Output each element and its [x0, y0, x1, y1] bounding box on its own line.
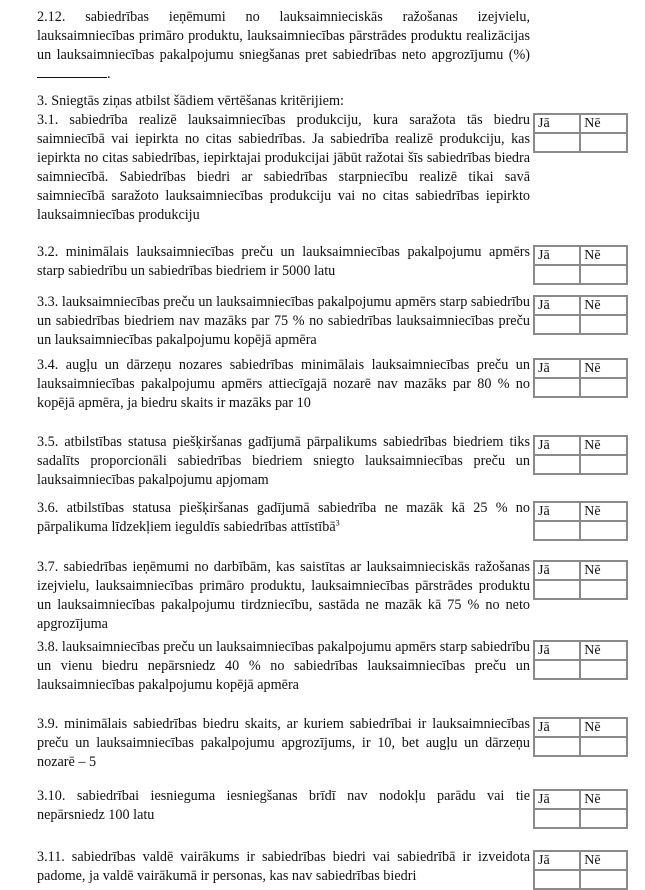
answer-box-1	[533, 113, 628, 153]
yes-label: Jā	[534, 296, 580, 315]
criterion-text: 3.8. lauksaimniecības preču un lauksaimniecības pakalpojumu apmērs starp sabiedrību un vienu biedru nepārsniedz 40 % no sabiedrības lauksaimniecības preču un lauksaimniecības pakalpojumu kopējā apmēra	[37, 639, 530, 693]
criterion-text: 3.5. atbilstības statusa piešķiršanas gadījumā pārpalikums sabiedrības biedriem tiks sadalīts proporcionāli sabiedrības biedriem sniegto lauksaimniecības preču un lauksaimniecības pakalpojumu apjomam	[37, 434, 530, 488]
no-checkbox-cell[interactable]	[580, 660, 627, 679]
no-label: Nē	[580, 114, 627, 133]
criterion-text-wrap	[37, 787, 530, 825]
yes-checkbox-cell[interactable]	[534, 315, 580, 334]
criterion-text-block	[37, 293, 530, 350]
no-label: Nē	[580, 296, 627, 315]
yes-label: Jā	[534, 790, 580, 809]
answer-box-7	[533, 560, 628, 600]
yes-checkbox-cell[interactable]	[534, 133, 580, 152]
criterion-11	[37, 848, 645, 890]
criterion-text-wrap	[37, 848, 530, 886]
no-label: Nē	[580, 561, 627, 580]
answer-box-11	[533, 850, 628, 890]
criterion-9	[37, 715, 645, 772]
answer-box-4	[533, 358, 628, 398]
yes-label: Jā	[534, 436, 580, 455]
criterion-text: 3.10. sabiedrībai iesnieguma iesniegšanas brīdī nav nodokļu parādu vai tie nepārsniedz 100 latu	[37, 788, 530, 823]
criterion-text-block	[37, 715, 530, 772]
yes-label: Jā	[534, 246, 580, 265]
answer-box-8	[533, 640, 628, 680]
section-3-heading: 3. Sniegtās ziņas atbilst šādiem vērtēšanas kritērijiem:	[37, 93, 344, 109]
criteria-list	[0, 111, 645, 890]
criterion-text-wrap	[37, 111, 530, 225]
yes-label: Jā	[534, 502, 580, 521]
no-label: Nē	[580, 718, 627, 737]
criterion-text-block	[37, 638, 530, 695]
no-label: Nē	[580, 359, 627, 378]
criterion-text-block	[37, 243, 530, 281]
answer-box-6	[533, 501, 628, 541]
answer-box-9	[533, 717, 628, 757]
answer-box-10	[533, 789, 628, 829]
criterion-text-wrap	[37, 499, 530, 537]
criterion-text: 3.2. minimālais lauksaimniecības preču un lauksaimniecības pakalpojumu apmērs starp sabiedrību un sabiedrības biedriem ir 5000 latu	[37, 244, 530, 279]
yes-label: Jā	[534, 718, 580, 737]
no-label: Nē	[580, 502, 627, 521]
criterion-text: 3.3. lauksaimniecības preču un lauksaimniecības pakalpojumu apmērs starp sabiedrību un sabiedrības biedriem nav mazāks par 75 % no sabiedrības lauksaimniecības preču un lauksaimniecības pakalpojumu kopējā apmēra	[37, 294, 530, 348]
yes-label: Jā	[534, 561, 580, 580]
criterion-1	[37, 111, 645, 225]
criterion-text-block	[37, 433, 530, 490]
no-checkbox-cell[interactable]	[580, 315, 627, 334]
no-checkbox-cell[interactable]	[580, 737, 627, 756]
no-label: Nē	[580, 641, 627, 660]
yes-label: Jā	[534, 114, 580, 133]
criterion-text: 3.1. sabiedrība realizē lauksaimniecības produkciju, kura saražota tās biedru saimniecībā vai iepirkta no citas sabiedrības. Ja sabiedrība realizē produkciju, kas iepirkta no citas sabiedrības, iepirktajai produkcijai jābūt ražotai šīs sabiedrības biedra saimniecībā. Sabiedrības biedri ar sabiedrības starpniecību realizē tikai savā saimniecībā saražoto lauksaimniecības produkciju vai no citas sabiedrības iepirkto lauksaimniecības produkciju	[37, 112, 530, 223]
criterion-text-wrap	[37, 433, 530, 490]
criterion-text-block	[37, 787, 530, 825]
criterion-text-wrap	[37, 293, 530, 350]
yes-checkbox-cell[interactable]	[534, 809, 580, 828]
yes-label: Jā	[534, 641, 580, 660]
answer-box-3	[533, 295, 628, 335]
criterion-text-block	[37, 848, 530, 886]
criterion-text-wrap	[37, 558, 530, 634]
yes-checkbox-cell[interactable]	[534, 521, 580, 540]
item-2-12	[37, 8, 530, 84]
percent-input-blank[interactable]	[37, 65, 107, 78]
criterion-text: 3.6. atbilstības statusa piešķiršanas gadījumā sabiedrība ne mazāk kā 25 % no pārpalikuma līdzekļiem ieguldīs sabiedrības attīstībā	[37, 500, 530, 535]
criterion-8	[37, 638, 645, 695]
criterion-2	[37, 243, 645, 285]
yes-label: Jā	[534, 359, 580, 378]
no-checkbox-cell[interactable]	[580, 265, 627, 284]
footnote-ref: 3	[335, 518, 340, 528]
no-checkbox-cell[interactable]	[580, 133, 627, 152]
yes-checkbox-cell[interactable]	[534, 580, 580, 599]
criterion-text-wrap	[37, 356, 530, 413]
criterion-text-block	[37, 111, 530, 225]
yes-checkbox-cell[interactable]	[534, 265, 580, 284]
no-checkbox-cell[interactable]	[580, 521, 627, 540]
criterion-text-wrap	[37, 243, 530, 281]
criterion-text: 3.11. sabiedrības valdē vairākums ir sabiedrības biedri vai sabiedrībā ir izveidota padome, ja valdē vairākumā ir personas, kas nav sabiedrības biedri	[37, 849, 530, 884]
yes-checkbox-cell[interactable]	[534, 737, 580, 756]
no-checkbox-cell[interactable]	[580, 378, 627, 397]
criterion-6	[37, 499, 645, 541]
no-checkbox-cell[interactable]	[580, 580, 627, 599]
item-2-12-end: .	[107, 66, 111, 82]
yes-label: Jā	[534, 851, 580, 870]
criterion-7	[37, 558, 645, 634]
answer-box-2	[533, 245, 628, 285]
no-checkbox-cell[interactable]	[580, 809, 627, 828]
item-2-12-text: 2.12. sabiedrības ieņēmumi no lauksaimnieciskās ražošanas izejvielu, lauksaimniecības primāro produktu, lauksaimniecības pārstrādes produktu realizācijas un lauksaimniecības pakalpojumu sniegšanas pret sabiedrības neto apgrozījumu (%)	[37, 9, 530, 63]
yes-checkbox-cell[interactable]	[534, 660, 580, 679]
criterion-3	[37, 293, 645, 350]
criterion-text-wrap	[37, 638, 530, 695]
no-label: Nē	[580, 246, 627, 265]
no-label: Nē	[580, 851, 627, 870]
criterion-text: 3.7. sabiedrības ieņēmumi no darbībām, kas saistītas ar lauksaimnieciskās ražošanas izejvielu, lauksaimniecības primāro produktu, lauksaimniecības pārstrādes produktu un lauksaimniecības pakalpojumu tirdzniecību, sastāda ne mazāk kā 75 % no neto apgrozījuma	[37, 559, 530, 632]
criterion-text: 3.9. minimālais sabiedrības biedru skaits, ar kuriem sabiedrībai ir lauksaimniecības preču un lauksaimniecības pakalpojumu apgrozījums, ir 10, bet augļu un dārzeņu nozarē – 5	[37, 716, 530, 770]
yes-checkbox-cell[interactable]	[534, 455, 580, 474]
answer-box-5	[533, 435, 628, 475]
no-checkbox-cell[interactable]	[580, 455, 627, 474]
criterion-5	[37, 433, 645, 490]
no-label: Nē	[580, 436, 627, 455]
criterion-10	[37, 787, 645, 829]
criterion-text-block	[37, 356, 530, 413]
criterion-text-wrap	[37, 715, 530, 772]
criterion-4	[37, 356, 645, 413]
item-2-12-paragraph	[37, 8, 530, 84]
criterion-text: 3.4. augļu un dārzeņu nozares sabiedrības minimālais lauksaimniecības preču un lauksaimniecības pakalpojumu apmērs attiecīgajā nozarē nav mazāks par 80 % no kopējā apmēra, ja biedru skaits ir mazāks par 10	[37, 357, 530, 411]
criterion-text-block	[37, 499, 530, 537]
criterion-text-block	[37, 558, 530, 634]
yes-checkbox-cell[interactable]	[534, 378, 580, 397]
no-label: Nē	[580, 790, 627, 809]
